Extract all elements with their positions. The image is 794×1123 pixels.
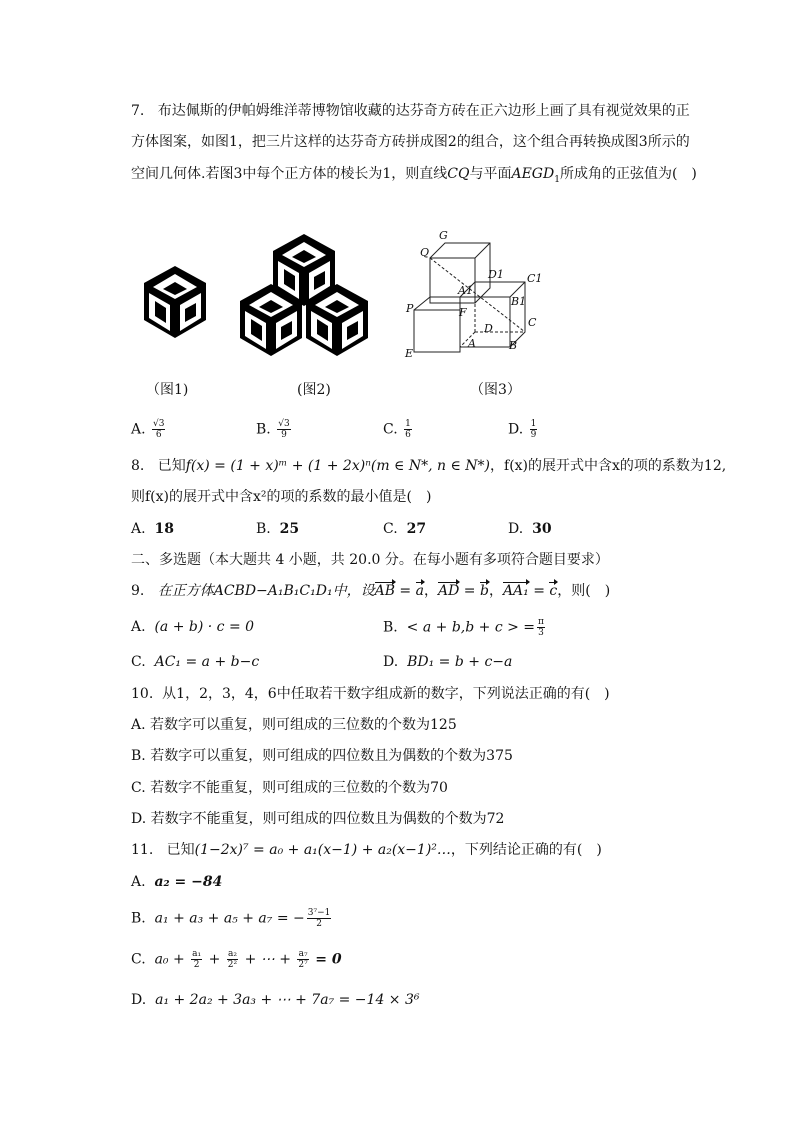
q7-option-b-letter: B. [256, 421, 271, 438]
q7-option-c[interactable] [383, 419, 414, 440]
q8-option-b-letter: B. [256, 521, 271, 537]
q7-option-a-letter: A. [131, 421, 146, 438]
caption-fig1: （图1) [146, 382, 189, 398]
q9-option-b-den: 3 [538, 628, 544, 638]
q10-option-d[interactable]: D. 若数字不能重复，则可组成的四位数且为偶数的个数为72 [131, 811, 505, 827]
q9-option-a-expr: (a + b) · c = 0 [154, 619, 255, 635]
q11-option-b-letter: B. [131, 910, 146, 927]
q7-option-a[interactable] [131, 419, 167, 440]
q9-option-d[interactable] [383, 652, 512, 672]
fig3-label-d1: D1 [488, 268, 504, 281]
q8-line1 [131, 456, 726, 476]
q11-option-c-expr-a: a₀ + [154, 951, 185, 968]
q9-option-b-expr: < a + b,b + c > = [406, 619, 536, 636]
q11-option-c-expr-b: + ⋯ + [244, 951, 291, 968]
q10-stem [131, 684, 610, 704]
q8-expr: f(x) = (1 + x)ᵐ + (1 + 2x)ⁿ(m ∈ N*, n ∈ N*) [185, 458, 491, 474]
q8-option-c-value: 27 [406, 521, 427, 537]
q8-option-a[interactable] [131, 519, 174, 539]
q9-number: 9. [131, 583, 145, 599]
q10-stem-text: 从1，2，3，4，6中任取若干数字组成新的数字，下列说法正确的有( ) [162, 686, 610, 702]
q9-option-c-letter: C. [131, 654, 146, 670]
q9-option-c[interactable] [131, 652, 259, 672]
q11-option-c-frac2-num: a₂ [227, 949, 237, 959]
q11-option-c-frac1-den: 2 [193, 960, 200, 970]
q9-vec-a: a [415, 583, 424, 599]
q7-option-c-num: 1 [405, 419, 411, 429]
q7-text-3c: 与平面 [469, 166, 512, 182]
q7-option-c-frac [404, 419, 412, 440]
q10-option-b[interactable]: B. 若数字可以重复，则可组成的四位数且为偶数的个数为375 [131, 748, 513, 764]
q9-option-b-num: π [538, 617, 544, 627]
q7-option-b-num: √3 [278, 419, 290, 429]
q7-option-d-frac [530, 419, 538, 440]
q8-option-b-value: 25 [279, 521, 300, 537]
q8-line2: 则f(x)的展开式中含x²的项的系数的最小值是( ) [131, 489, 432, 505]
fig3-label-g: G [439, 229, 448, 242]
q9-option-d-expr: BD₁ = b + c−a [407, 654, 513, 670]
q9-stem: 9. 在正方体ACBD−A₁B₁C₁D₁中，设AB = a，AD = b，AA₁ = c，则( ) [131, 583, 611, 599]
q10-option-a[interactable]: A. 若数字可以重复，则可组成的三位数的个数为125 [131, 717, 457, 733]
q8-option-d[interactable] [508, 519, 552, 539]
q8-option-d-letter: D. [508, 521, 524, 537]
q11-stem [131, 840, 602, 860]
q7-text-3f: 所成角的正弦值为( ) [559, 166, 697, 182]
section2-title: 二、多选题（本大题共 4 小题，共 20.0 分。在每小题有多项符合题目要求） [131, 552, 609, 568]
q9-stem-a: 在正方体ACBD−A₁B₁C₁D₁中，设 [157, 583, 375, 599]
q11-option-c-frac1-num: a₁ [192, 949, 202, 959]
q11-option-c-frac3 [297, 949, 308, 970]
q7-text-3a: 空间几何体.若图3中每个正方体的棱长为1，则直线 [131, 166, 448, 182]
q9-option-d-letter: D. [383, 654, 399, 670]
q8-option-b[interactable] [256, 519, 299, 539]
fig3-label-c1: C1 [527, 272, 543, 285]
q11-option-c-expr-c: = 0 [315, 951, 342, 968]
fig3-label-q: Q [420, 246, 430, 259]
q9-option-a[interactable] [131, 617, 254, 637]
q11-stem-b: ，下列结论正确的有( ) [450, 842, 602, 858]
q11-option-c[interactable]: C. a₀ + $\frac{\text{a₁}}{2}$ + $\frac{\text{a₂}}{\text{2²}}$ + ⋯ + $\frac{\text{a₇}}{\text{2⁷}}$ = 0 [131, 949, 342, 970]
q7-option-b-frac [277, 419, 290, 440]
q11-option-b-den: 2 [316, 919, 322, 929]
q11-option-b-expr: a₁ + a₃ + a₅ + a₇ = − [154, 910, 305, 927]
q8-option-c[interactable] [383, 519, 426, 539]
q7-option-d-den: 9 [530, 430, 537, 440]
q7-option-d-num: 1 [530, 419, 537, 429]
q11-option-a[interactable] [131, 872, 222, 892]
q11-option-c-frac3-num: a₇ [298, 949, 308, 959]
q9-stem-b: ，则( ) [557, 583, 611, 599]
q7-line-cq: CQ [447, 166, 470, 182]
q9-vec-aa1: AA₁ [502, 583, 529, 599]
q11-option-b-frac [307, 908, 332, 929]
q9-option-b-frac [537, 617, 545, 638]
q7-number: 7. [131, 103, 145, 119]
q11-stem-expr: (1−2x)⁷ = a₀ + a₁(x−1) + a₂(x−1)²… [194, 842, 451, 858]
q7-option-a-den: 6 [155, 430, 162, 440]
q11-option-c-frac1 [191, 949, 202, 970]
q9-option-b[interactable] [383, 617, 547, 638]
q11-option-a-letter: A. [131, 874, 146, 890]
q8-text-1b: ，f(x)的展开式中含x的项的系数为12, [490, 458, 727, 474]
q10-option-c[interactable]: C. 若数字不能重复，则可组成的三位数的个数为70 [131, 780, 448, 796]
caption-fig3: （图3） [470, 382, 521, 398]
figure-3 [400, 225, 550, 365]
q8-text-1a: 已知 [157, 458, 186, 474]
q7-option-c-letter: C. [383, 421, 398, 438]
q9-option-b-letter: B. [383, 619, 398, 636]
q9-option-a-letter: A. [131, 619, 146, 635]
figure-2 [234, 228, 374, 358]
q7-line1 [131, 101, 690, 121]
q7-line2: 方体图案，如图1，把三片这样的达芬奇方砖拼成图2的组合，这个组合再转换成图3所示的 [131, 134, 690, 150]
q11-option-a-expr: a₂ = −84 [154, 874, 223, 890]
q8-option-a-value: 18 [154, 521, 174, 537]
q7-option-c-den: 6 [405, 430, 411, 440]
fig3-label-e: E [405, 347, 414, 360]
fig3-label-b: B [509, 339, 518, 352]
q7-plane-sub: 1 [554, 174, 560, 185]
q9-vec-ab: AB [374, 583, 395, 599]
q7-option-d[interactable] [508, 419, 539, 440]
q7-text-1: 布达佩斯的伊帕姆维洋蒂博物馆收藏的达芬奇方砖在正六边形上画了具有视觉效果的正 [157, 103, 690, 119]
q7-line3 [131, 164, 697, 190]
q9-vec-c: c [549, 583, 558, 599]
q11-option-b[interactable] [131, 908, 333, 929]
q10-number: 10. [131, 686, 154, 702]
q7-plane: AEGD [511, 166, 555, 182]
q8-number: 8. [131, 458, 145, 474]
q11-option-c-letter: C. [131, 951, 146, 968]
figure-1 [140, 262, 210, 342]
fig3-label-b1: B1 [511, 295, 527, 308]
q9-vec-ad: AD [437, 583, 460, 599]
q11-option-c-frac2-den: 2² [227, 960, 238, 970]
q11-option-d[interactable] [131, 990, 420, 1010]
fig3-label-c: C [528, 316, 537, 329]
q7-option-b-den: 9 [281, 430, 287, 440]
q11-option-c-frac3-den: 2⁷ [298, 960, 308, 970]
q8-option-c-letter: C. [383, 521, 398, 537]
q11-option-d-expr: a₁ + 2a₂ + 3a₃ + ⋯ + 7a₇ = −14 × 3⁶ [155, 992, 420, 1008]
fig3-label-a: A [468, 337, 476, 350]
q11-number: 11. [131, 842, 154, 858]
q11-option-c-frac2 [227, 949, 238, 970]
q7-option-d-letter: D. [508, 421, 524, 438]
q11-option-d-letter: D. [131, 992, 147, 1008]
fig3-label-p: P [406, 302, 414, 315]
q8-option-d-value: 30 [532, 521, 552, 537]
q11-stem-a: 已知 [166, 842, 195, 858]
q9-option-c-expr: AC₁ = a + b−c [154, 654, 260, 670]
fig3-label-f: F [459, 306, 467, 319]
q7-option-b[interactable] [256, 419, 293, 440]
fig3-label-d: D [484, 322, 493, 335]
q11-option-b-num: 3⁷−1 [307, 908, 331, 918]
q9-vec-b: b [479, 583, 489, 599]
caption-fig2: (图2) [297, 382, 331, 398]
q8-option-a-letter: A. [131, 521, 146, 537]
q7-option-a-num: √3 [153, 419, 165, 429]
fig3-label-a1: A1 [458, 284, 473, 297]
q7-option-a-frac [152, 419, 165, 440]
